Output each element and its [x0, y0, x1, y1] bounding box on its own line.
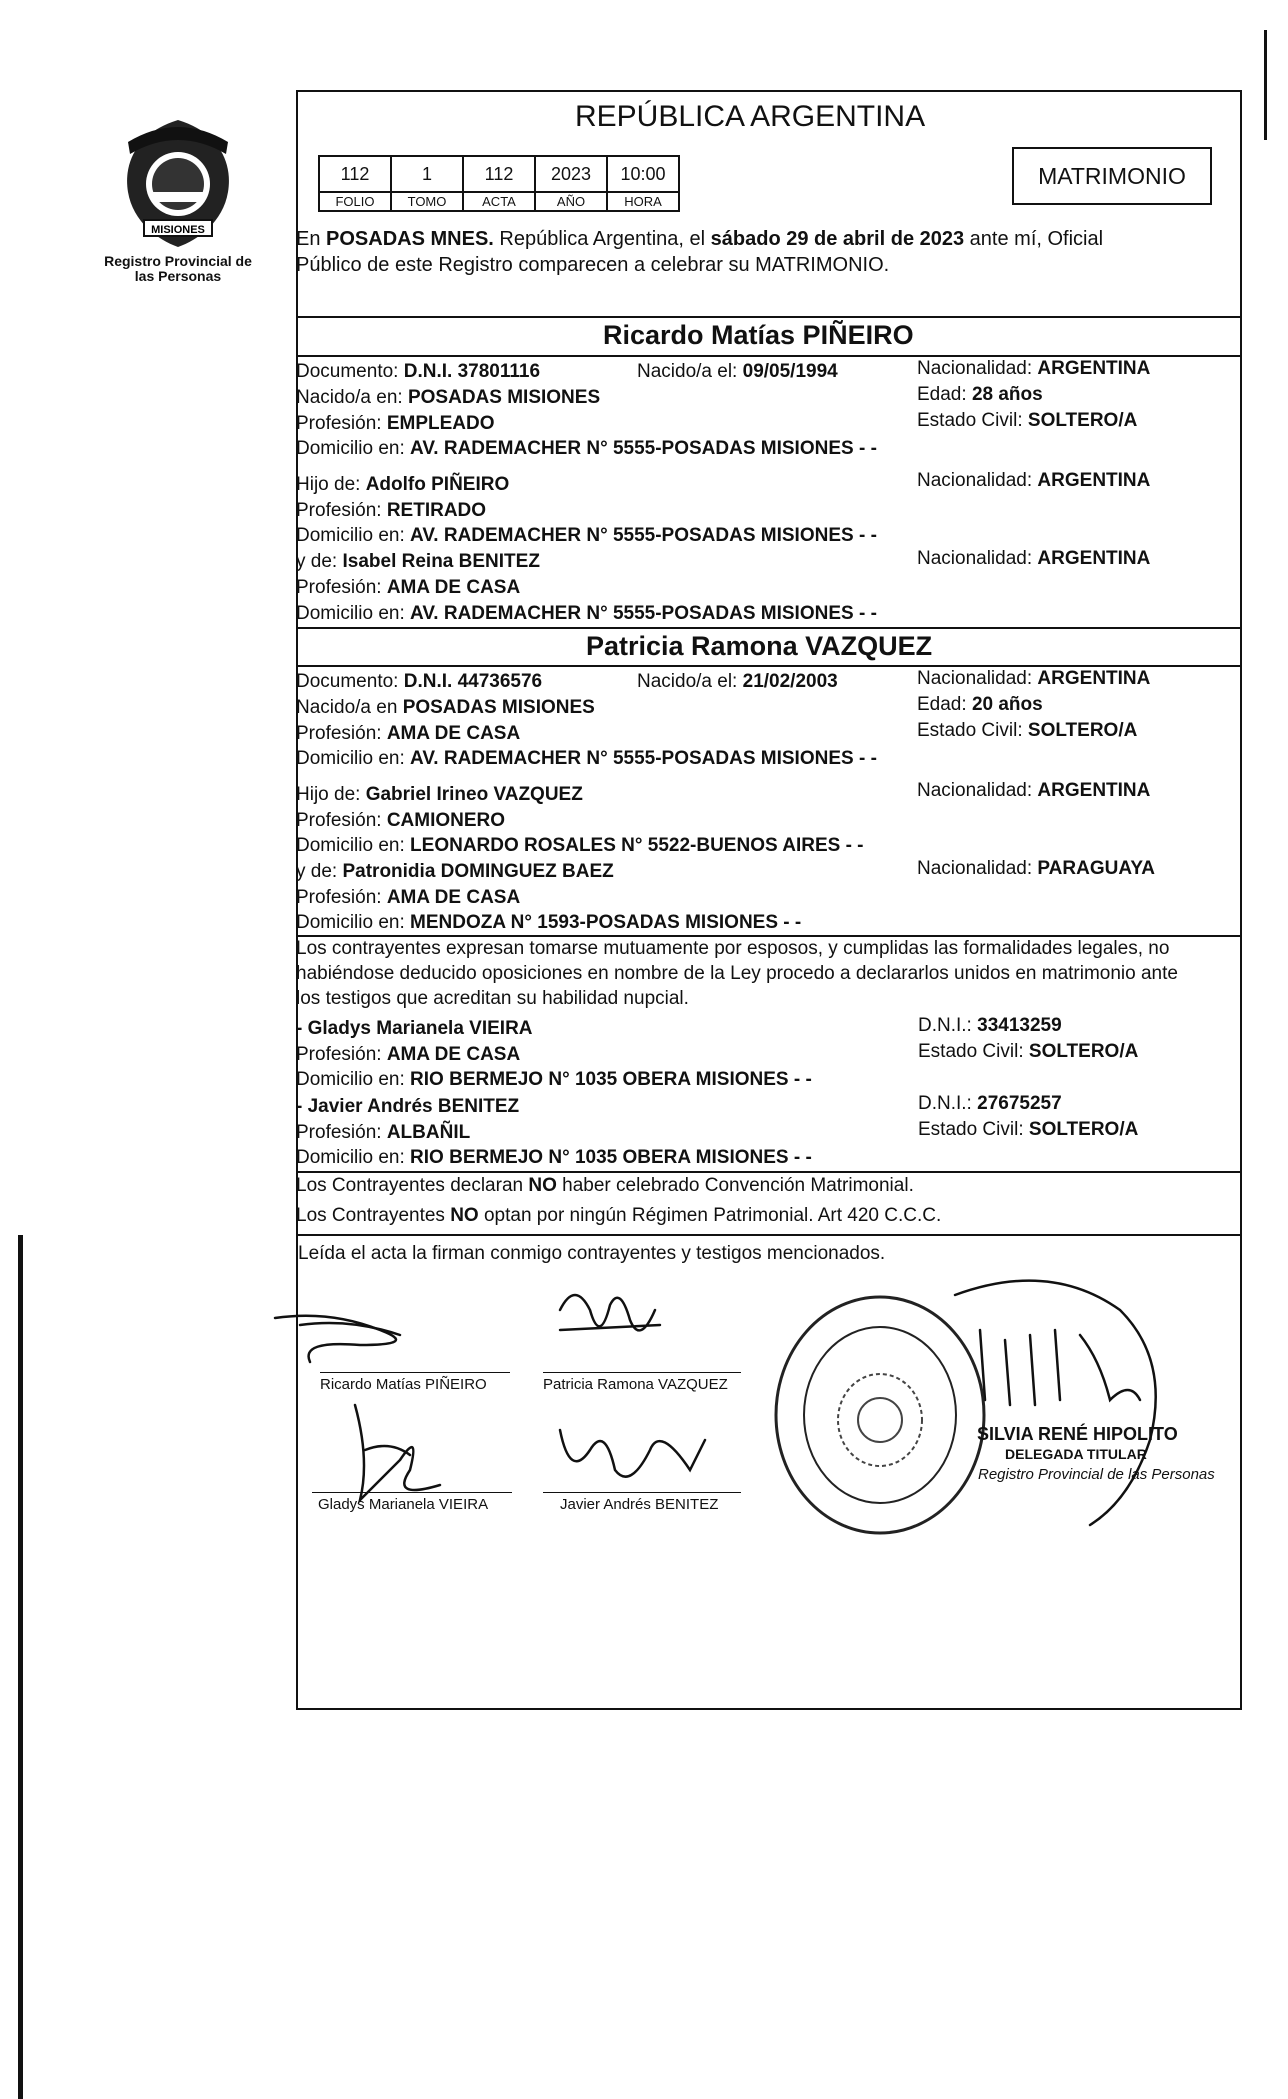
spouse1-dom-row: Domicilio en: AV. RADEMACHER N° 5555-POSADAS MISIONES - -: [296, 438, 877, 459]
scan-margin-bar: [18, 1235, 23, 2099]
scan-margin-bar-right: [1264, 30, 1267, 140]
witness1-name: - Gladys Marianela VIEIRA: [296, 1018, 533, 1039]
provincial-shield-icon: [108, 112, 248, 252]
page-title: REPÚBLICA ARGENTINA: [575, 100, 926, 133]
seal-text: [830, 1490, 930, 1491]
spouse1-prof-row: Profesión: EMPLEADO: [296, 413, 495, 434]
spouse2-prof-row: Profesión: AMA DE CASA: [296, 723, 521, 744]
ceremony-line-3: los testigos que acreditan su habilidad nupcial.: [296, 988, 689, 1009]
ano-value: 2023: [535, 156, 607, 192]
spouse1-father-prof-row: Profesión: RETIRADO: [296, 500, 487, 521]
logo-caption: Registro Provincial de las Personas: [104, 253, 252, 284]
folio-value: 112: [319, 156, 391, 192]
intro-line-2: Público de este Registro comparecen a celebrar su MATRIMONIO.: [296, 254, 890, 276]
divider: [296, 316, 1242, 318]
divider: [296, 355, 1242, 357]
witness1-dom-row: Domicilio en: RIO BERMEJO N° 1035 OBERA MISIONES - -: [296, 1069, 812, 1090]
spouse2-age-row: Edad: 20 años: [917, 694, 1043, 715]
intro-date: sábado 29 de abril de 2023: [710, 228, 965, 250]
signature-name-3: Gladys Marianela VIEIRA: [318, 1496, 489, 1513]
spouse2-father-nat-row: Nacionalidad: ARGENTINA: [917, 780, 1151, 801]
spouse1-mother-row: y de: Isabel Reina BENITEZ: [296, 551, 540, 572]
ceremony-line-1: Los contrayentes expresan tomarse mutuamente por esposos, y cumplidas las formalidades legales, no: [296, 938, 1170, 959]
spouse2-father-prof-row: Profesión: CAMIONERO: [296, 810, 506, 831]
spouse2-civil-row: Estado Civil: SOLTERO/A: [917, 720, 1138, 741]
spouse1-age-row: Edad: 28 años: [917, 384, 1043, 405]
intro-line-1: En POSADAS MNES. República Argentina, el sábado 29 de abril de 2023 ante mí, Oficial: [296, 228, 1104, 250]
witness2-dom-row: Domicilio en: RIO BERMEJO N° 1035 OBERA MISIONES - -: [296, 1147, 812, 1168]
spouse2-mother-nat-row: Nacionalidad: PARAGUAYA: [917, 858, 1155, 879]
spouse1-father-nat-row: Nacionalidad: ARGENTINA: [917, 470, 1151, 491]
witness2-name: - Javier Andrés BENITEZ: [296, 1096, 520, 1117]
spouse1-mother-nat-row: Nacionalidad: ARGENTINA: [917, 548, 1151, 569]
signature-name-4: Javier Andrés BENITEZ: [560, 1496, 719, 1513]
spouse2-mother-dom-row: Domicilio en: MENDOZA N° 1593-POSADAS MISIONES - -: [296, 912, 802, 933]
spouse2-dom-row: Domicilio en: AV. RADEMACHER N° 5555-POSADAS MISIONES - -: [296, 748, 877, 769]
spouse2-father-row: Hijo de: Gabriel Irineo VAZQUEZ: [296, 784, 583, 805]
spouse1-mother-prof-row: Profesión: AMA DE CASA: [296, 577, 521, 598]
intro-city: POSADAS MNES.: [326, 228, 494, 250]
divider: [296, 935, 1242, 937]
hora-value: 10:00: [607, 156, 679, 192]
tomo-value: 1: [391, 156, 463, 192]
spouse1-nat-row: Nacionalidad: ARGENTINA: [917, 358, 1151, 379]
spouse2-name: Patricia Ramona VAZQUEZ: [586, 631, 933, 661]
document-type: MATRIMONIO: [1038, 162, 1186, 189]
folio-label: FOLIO: [319, 192, 391, 211]
signature-line: [543, 1492, 741, 1493]
spouse2-place-row: Nacido/a en POSADAS MISIONES: [296, 697, 595, 718]
spouse1-born-row: Nacido/a el: 09/05/1994: [637, 361, 838, 382]
registry-logo: [104, 112, 252, 284]
divider: [296, 1234, 1242, 1236]
registry-table: [318, 155, 680, 212]
spouse2-born-row: Nacido/a el: 21/02/2003: [637, 671, 838, 692]
spouse1-father-dom-row: Domicilio en: AV. RADEMACHER N° 5555-POSADAS MISIONES - -: [296, 525, 877, 546]
signature-name-2: Patricia Ramona VAZQUEZ: [543, 1376, 728, 1393]
officer-org: Registro Provincial de las Personas: [978, 1466, 1215, 1483]
officer-role: DELEGADA TITULAR: [1005, 1446, 1147, 1462]
spouse1-name: Ricardo Matías PIÑEIRO: [603, 320, 914, 350]
witness1-dni-row: D.N.I.: 33413259: [918, 1015, 1062, 1036]
spouse1-place-row: Nacido/a en: POSADAS MISIONES: [296, 387, 601, 408]
seal-icon: [770, 1290, 990, 1540]
hora-label: HORA: [607, 192, 679, 211]
spouse2-mother-prof-row: Profesión: AMA DE CASA: [296, 887, 521, 908]
spouse1-mother-dom-row: Domicilio en: AV. RADEMACHER N° 5555-POSADAS MISIONES - -: [296, 603, 877, 624]
ano-label: AÑO: [535, 192, 607, 211]
tomo-label: TOMO: [391, 192, 463, 211]
spouse1-civil-row: Estado Civil: SOLTERO/A: [917, 410, 1138, 431]
closing-text: Leída el acta la firman conmigo contrayentes y testigos mencionados.: [298, 1243, 886, 1264]
divider: [296, 665, 1242, 667]
acta-label: ACTA: [463, 192, 535, 211]
acta-value: 112: [463, 156, 535, 192]
spouse2-doc-row: Documento: D.N.I. 44736576: [296, 671, 543, 692]
divider: [296, 1171, 1242, 1173]
witness2-dni-row: D.N.I.: 27675257: [918, 1093, 1062, 1114]
regime-line-2: Los Contrayentes NO optan por ningún Régimen Patrimonial. Art 420 C.C.C.: [296, 1205, 942, 1226]
spouse1-doc-row: Documento: D.N.I. 37801116: [296, 361, 541, 382]
signature-line: [312, 1492, 512, 1493]
svg-text:MISIONES: MISIONES: [151, 224, 205, 236]
regime-line-1: Los Contrayentes declaran NO haber celebrado Convención Matrimonial.: [296, 1175, 914, 1196]
divider: [296, 627, 1242, 629]
signature-name-1: Ricardo Matías PIÑEIRO: [320, 1376, 487, 1393]
witness2-prof-row: Profesión: ALBAÑIL: [296, 1122, 471, 1143]
witness1-prof-row: Profesión: AMA DE CASA: [296, 1044, 521, 1065]
witness2-civil-row: Estado Civil: SOLTERO/A: [918, 1119, 1139, 1140]
witness1-civil-row: Estado Civil: SOLTERO/A: [918, 1041, 1139, 1062]
officer-name: SILVIA RENÉ HIPOLITO: [977, 1424, 1178, 1444]
spouse1-father-row: Hijo de: Adolfo PIÑEIRO: [296, 474, 510, 495]
spouse2-nat-row: Nacionalidad: ARGENTINA: [917, 668, 1151, 689]
spouse2-mother-row: y de: Patronidia DOMINGUEZ BAEZ: [296, 861, 614, 882]
document-type-box: [1012, 147, 1212, 205]
spouse2-father-dom-row: Domicilio en: LEONARDO ROSALES N° 5522-BUENOS AIRES - -: [296, 835, 864, 856]
signature-line: [320, 1372, 510, 1373]
signature-line: [543, 1372, 741, 1373]
ceremony-line-2: habiéndose deducido oposiciones en nombre de la Ley procedo a declararlos unidos en matrimonio ante: [296, 963, 1178, 984]
official-seal: [770, 1290, 990, 1540]
